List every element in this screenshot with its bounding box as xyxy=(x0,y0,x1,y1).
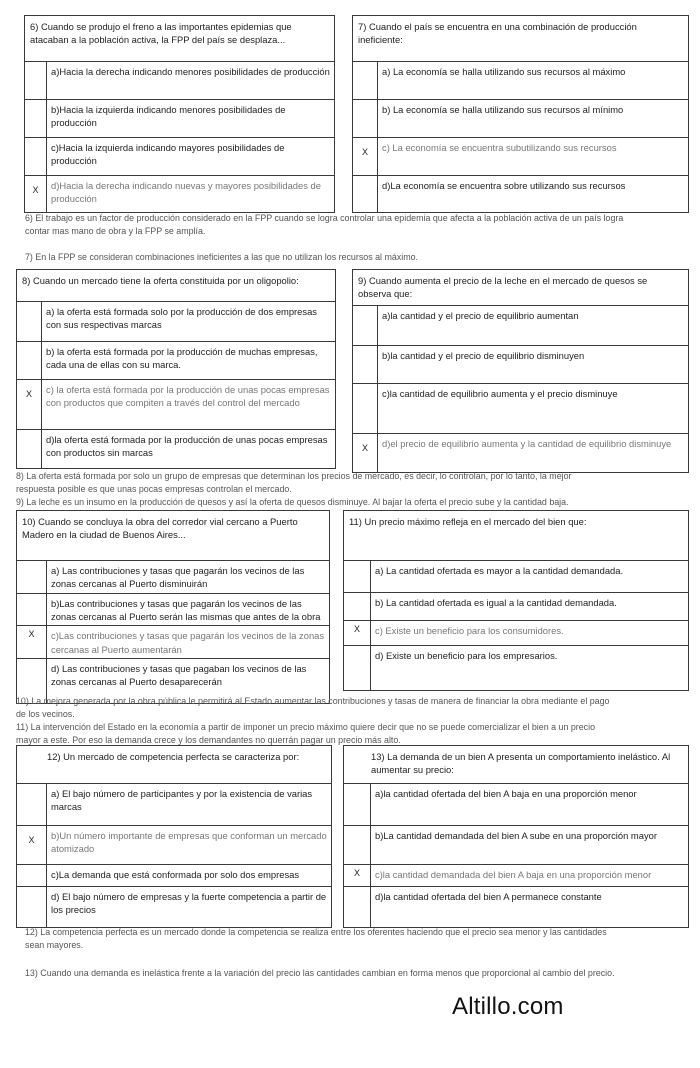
option-a: a) Las contribuciones y tasas que pagarán los vecinos de las zonas cercanas al Puerto disminuirán xyxy=(47,561,330,594)
answer-mark xyxy=(17,887,47,928)
option-c: c)la cantidad demandada del bien A baja en una proporción menor xyxy=(371,865,689,887)
explanation-10: 10) La mejora generada por la obra pública le permitirá al Estado aumentar las contribuciones y tasas de manera de financiar la obra mediante el pago de los vecinos. xyxy=(16,696,610,719)
option-b: b)Un número importante de empresas que conforman un mercado atomizado xyxy=(47,826,332,865)
answer-mark xyxy=(25,100,47,138)
option-c: c)Hacia la izquierda indicando mayores posibilidades de producción xyxy=(47,138,335,176)
answer-mark: X xyxy=(17,826,47,865)
option-d: d) Existe un beneficio para los empresarios. xyxy=(371,646,689,691)
answer-mark xyxy=(353,176,378,213)
answer-mark xyxy=(17,784,47,826)
question-8-title: 8) Cuando un mercado tiene la oferta constituida por un oligopolio: xyxy=(17,270,336,302)
option-a: a) la oferta está formada solo por la producción de dos empresas con sus respectivas marcas xyxy=(42,302,336,342)
question-11-table xyxy=(343,510,689,691)
answer-mark xyxy=(17,561,47,594)
option-b: b) la oferta está formada por la producción de muchas empresas, cada una de ellas con su marca. xyxy=(42,342,336,380)
option-b: b)La cantidad demandada del bien A sube en una proporción mayor xyxy=(371,826,689,865)
answer-mark: X xyxy=(353,433,378,472)
explanation-7: 7) En la FPP se consideran combinaciones ineficientes a las que no utilizan los recursos al máximo. xyxy=(25,252,419,262)
answer-mark xyxy=(25,62,47,100)
question-6-table xyxy=(24,15,335,213)
question-13-title: 13) La demanda de un bien A presenta un comportamiento inelástico. Al aumentar su precio: xyxy=(344,746,689,784)
option-c: c) La economía se encuentra subutilizando sus recursos xyxy=(378,138,689,176)
question-7-title: 7) Cuando el país se encuentra en una combinación de producción ineficiente: xyxy=(353,16,689,62)
answer-mark: X xyxy=(25,176,47,213)
option-a: a) La cantidad ofertada es mayor a la cantidad demandada. xyxy=(371,561,689,593)
option-d: d)Hacia la derecha indicando nuevas y mayores posibilidades de producción xyxy=(47,176,335,213)
option-c: c)Las contribuciones y tasas que pagarán los vecinos de la zonas cercanas al Puerto aumentarán xyxy=(47,626,330,659)
option-d: d) Las contribuciones y tasas que pagaban los vecinos de las zonas cercanas al Puerto desaparecerán xyxy=(47,659,330,704)
option-c: c) Existe un beneficio para los consumidores. xyxy=(371,621,689,646)
explanation-6: 6) El trabajo es un factor de producción considerado en la FPP cuando se logra controlar una epidemia que afecta a la población activa de un país logra contar mas mano de obra y la FPP se amplía. xyxy=(25,213,624,236)
answer-mark xyxy=(17,865,47,887)
answer-mark xyxy=(17,430,42,469)
answer-mark: X xyxy=(344,621,371,646)
option-a: a)la cantidad y el precio de equilibrio aumentan xyxy=(378,305,689,345)
answer-mark: X xyxy=(353,138,378,176)
option-d: d) El bajo número de empresas y la fuerte competencia a partir de los precios xyxy=(47,887,332,928)
option-b: b) La economía se halla utilizando sus recursos al mínimo xyxy=(378,100,689,138)
option-d: d)La economía se encuentra sobre utilizando sus recursos xyxy=(378,176,689,213)
answer-mark xyxy=(344,593,371,621)
option-b: b)Las contribuciones y tasas que pagarán los vecinos de las zonas cercanas al Puerto serán las mismas que antes de la obra xyxy=(47,593,330,626)
question-9-title: 9) Cuando aumenta el precio de la leche en el mercado de quesos se observa que: xyxy=(353,270,689,306)
answer-mark: X xyxy=(344,865,371,887)
answer-mark xyxy=(353,383,378,433)
option-b: b)Hacia la izquierda indicando menores posibilidades de producción xyxy=(47,100,335,138)
option-a: a)Hacia la derecha indicando menores posibilidades de producción xyxy=(47,62,335,100)
option-b: b) La cantidad ofertada es igual a la cantidad demandada. xyxy=(371,593,689,621)
question-8-table xyxy=(16,269,336,469)
question-12-table xyxy=(16,745,332,928)
option-c: c)la cantidad de equilibrio aumenta y el precio disminuye xyxy=(378,383,689,433)
explanation-12: 12) La competencia perfecta es un mercado donde la competencia se realiza entre los oferentes haciendo que el precio sea menor y las cantidades sean mayores. xyxy=(25,927,607,950)
brand-watermark[interactable]: Altillo.com xyxy=(452,993,564,1020)
question-12-title: 12) Un mercado de competencia perfecta se caracteriza por: xyxy=(17,746,332,784)
answer-mark xyxy=(344,826,371,865)
option-d: d)la oferta está formada por la producción de unas pocas empresas con productos sin marcas xyxy=(42,430,336,469)
question-6-title: 6) Cuando se produjo el freno a las importantes epidemias que atacaban a la población activa, la FPP del país se desplaza... xyxy=(25,16,335,62)
explanation-11: 11) La intervención del Estado en la economía a partir de imponer un precio máximo quiere decir que no se puede comercializar el bien a un precio mayor a este. Por eso la demanda crece y los demandantes no querrán pagar un precio más alto. xyxy=(16,722,596,745)
answer-mark: X xyxy=(17,380,42,430)
answer-mark xyxy=(344,784,371,826)
answer-mark xyxy=(344,887,371,928)
option-d: d)la cantidad ofertada del bien A permanece constante xyxy=(371,887,689,928)
answer-mark xyxy=(353,100,378,138)
question-13-table xyxy=(343,745,689,928)
option-c: c) la oferta está formada por la producción de unas pocas empresas con productos que compiten a través del control del mercado xyxy=(42,380,336,430)
option-d: d)el precio de equilibrio aumenta y la cantidad de equilibrio disminuye xyxy=(378,433,689,472)
question-11-title: 11) Un precio máximo refleja en el mercado del bien que: xyxy=(344,511,689,561)
answer-mark: X xyxy=(17,626,47,659)
answer-mark xyxy=(17,342,42,380)
question-9-table xyxy=(352,269,689,473)
question-10-table xyxy=(16,510,330,704)
answer-mark xyxy=(17,302,42,342)
option-c: c)La demanda que está conformada por solo dos empresas xyxy=(47,865,332,887)
question-7-table xyxy=(352,15,689,213)
answer-mark xyxy=(17,593,47,626)
explanation-9: 9) La leche es un insumo en la producción de quesos y así la oferta de quesos disminuye. Al bajar la oferta el precio sube y la cantidad baja. xyxy=(16,497,569,507)
option-b: b)la cantidad y el precio de equilibrio disminuyen xyxy=(378,345,689,383)
question-10-title: 10) Cuando se concluya la obra del corredor vial cercano a Puerto Madero en la ciudad de Buenos Aires... xyxy=(17,511,330,561)
explanation-13: 13) Cuando una demanda es inelástica frente a la variación del precio las cantidades cambian en forma menos que proporcional al cambio del precio. xyxy=(25,968,615,978)
answer-mark xyxy=(353,62,378,100)
answer-mark xyxy=(25,138,47,176)
answer-mark xyxy=(353,305,378,345)
explanation-8: 8) La oferta está formada por solo un grupo de empresas que determinan los precios de mercado, es decir, lo controlan, por lo tanto, la mejor respuesta posible es que unas pocas empresas controlan el mercado. xyxy=(16,471,572,494)
option-a: a) El bajo número de participantes y por la existencia de varias marcas xyxy=(47,784,332,826)
answer-mark xyxy=(353,345,378,383)
answer-mark xyxy=(344,646,371,691)
option-a: a)la cantidad ofertada del bien A baja en una proporción menor xyxy=(371,784,689,826)
option-a: a) La economía se halla utilizando sus recursos al máximo xyxy=(378,62,689,100)
answer-mark xyxy=(344,561,371,593)
